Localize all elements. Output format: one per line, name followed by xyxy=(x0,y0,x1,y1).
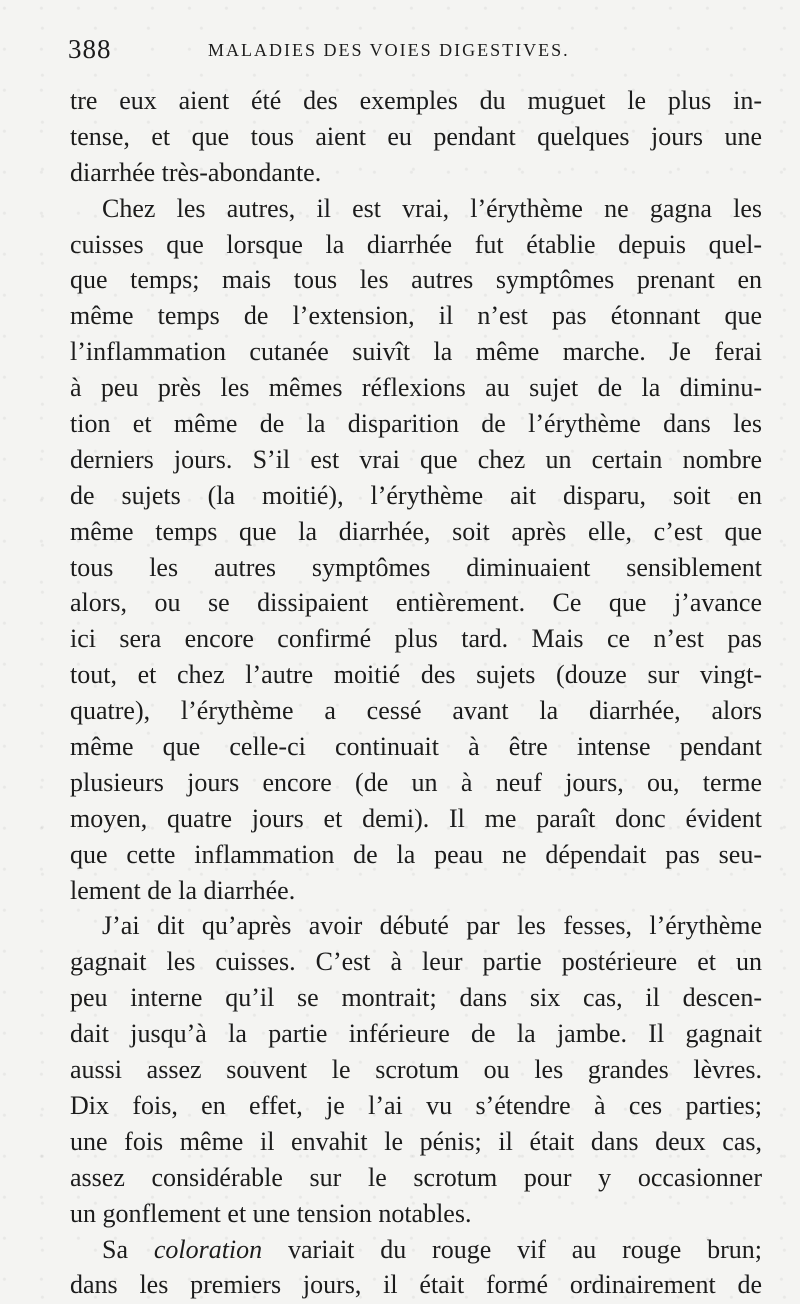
text-line: Chez les autres, il est vrai, l’érythème ne gagna les xyxy=(102,193,762,223)
text-line: de sujets (la moitié), l’érythème ait disparu, soit en xyxy=(70,480,762,510)
text-line: une fois même il envahit le pénis; il était dans deux cas, xyxy=(70,1126,762,1156)
text-line: plusieurs jours encore (de un à neuf jours, ou, terme xyxy=(70,767,762,797)
text-line: assez considérable sur le scrotum pour y occasionner xyxy=(70,1162,762,1192)
text-line: même que celle-ci continuait à être intense pendant xyxy=(70,732,762,762)
text-run: Sa xyxy=(102,1234,128,1264)
italic-term: coloration xyxy=(153,1234,263,1264)
text-line: peu interne qu’il se montrait; dans six cas, il descen- xyxy=(70,983,762,1013)
text-line: J’ai dit qu’après avoir débuté par les fesses, l’érythème xyxy=(102,911,762,941)
page-number: 388 xyxy=(68,34,112,64)
text-line: gagnait les cuisses. C’est à leur partie postérieure et un xyxy=(70,947,762,977)
text-line: quatre), l’érythème a cessé avant la diarrhée, alors xyxy=(70,696,762,726)
text-line: diarrhée très-abondante. xyxy=(70,157,322,187)
text-line: alors, ou se dissipaient entièrement. Ce que j’avance xyxy=(70,588,762,618)
text-line: moyen, quatre jours et demi). Il me paraît donc évident xyxy=(70,803,762,833)
text-line: que cette inflammation de la peau ne dépendait pas seu- xyxy=(70,839,762,869)
text-line: que temps; mais tous les autres symptômes prenant en xyxy=(70,265,762,295)
text-line: aussi assez souvent le scrotum ou les grandes lèvres. xyxy=(70,1055,762,1085)
text-line: derniers jours. S’il est vrai que chez un certain nombre xyxy=(70,444,762,474)
text-line: à peu près les mêmes réflexions au sujet de la diminu- xyxy=(70,373,762,403)
text-line: tion et même de la disparition de l’érythème dans les xyxy=(70,409,762,439)
text-line: cuisses que lorsque la diarrhée fut établie depuis quel- xyxy=(70,229,762,259)
text-line: l’inflammation cutanée suivît la même marche. Je ferai xyxy=(70,337,762,367)
text-line: tense, et que tous aient eu pendant quelques jours une xyxy=(70,121,762,151)
text-run: variait du rouge vif au rouge brun; xyxy=(288,1234,762,1264)
text-line: tre eux aient été des exemples du muguet le plus in- xyxy=(70,86,762,115)
text-line: même temps de l’extension, il n’est pas étonnant que xyxy=(70,301,762,331)
page-header xyxy=(68,34,768,74)
text-line: dait jusqu’à la partie inférieure de la jambe. Il gagnait xyxy=(70,1019,762,1049)
text-line: Dix fois, en effet, je l’ai vu s’étendre à ces parties; xyxy=(70,1090,762,1120)
body-text xyxy=(70,83,762,1303)
text-line: même temps que la diarrhée, soit après elle, c’est que xyxy=(70,516,762,546)
running-head: MALADIES DES VOIES DIGESTIVES. xyxy=(208,40,570,60)
text-line xyxy=(70,1232,762,1268)
text-line: dans les premiers jours, il était formé ordinairement de xyxy=(70,1270,762,1300)
text-line: tout, et chez l’autre moitié des sujets (douze sur vingt- xyxy=(70,660,762,690)
text-line: ici sera encore confirmé plus tard. Mais ce n’est pas xyxy=(70,624,762,654)
text-line: lement de la diarrhée. xyxy=(70,875,296,905)
text-line: tous les autres symptômes diminuaient sensiblement xyxy=(70,552,762,582)
text-line: un gonflement et une tension notables. xyxy=(70,1198,472,1228)
